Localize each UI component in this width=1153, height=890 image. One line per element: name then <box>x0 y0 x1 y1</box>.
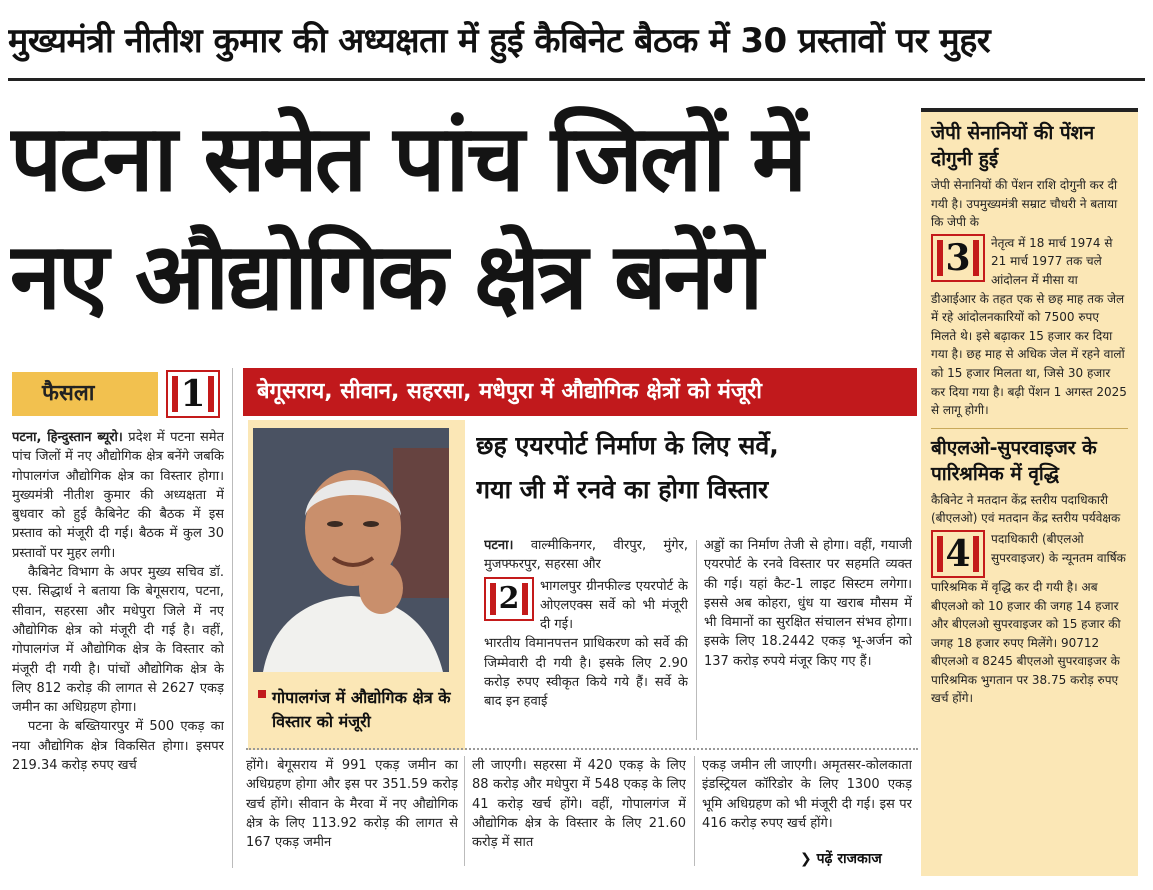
left-column-text <box>12 428 224 860</box>
read-more-label: पढ़ें राजकाज <box>816 851 882 867</box>
top-rule <box>8 78 1145 81</box>
read-more-link[interactable] <box>800 850 882 868</box>
blo-headline: बीएलओ-सुपरवाइजर के पारिश्रमिक में वृद्धि <box>931 436 1097 485</box>
section-banner: बेगूसराय, सीवान, सहरसा, मधेपुरा में औद्योगिक क्षेत्रों को मंजूरी <box>243 368 917 416</box>
airport-headline-line1: छह एयरपोर्ट निर्माण के लिए सर्वे, <box>476 431 779 460</box>
left-paragraph-2: कैबिनेट विभाग के अपर मुख्य सचिव डॉ. एस. सिद्धार्थ ने बताया कि बेगूसराय, पटना, सीवान, सहरसा और मधेपुरा जिले में नए औद्योगिक क्षेत्र को मंजूरी दी गई है। वहीं, गोपालगंज में औद्योगिक क्षेत्र के विस्तार को मंजूरी दी गयी है। पांचों औद्योगिक क्षेत्र के लिए 812 करोड़ की लागत से 2627 एकड़ जमीन का अधिग्रहण होगा। <box>12 565 224 716</box>
item-number-4: 4 <box>931 530 985 578</box>
caption-bullet-icon <box>258 690 266 698</box>
portrait-illustration <box>253 428 449 672</box>
item-number-1: 1 <box>166 370 220 418</box>
item-number-3: 3 <box>931 234 985 282</box>
photo-caption <box>250 676 460 746</box>
airport-column-2: अड्डों का निर्माण तेजी से होगा। वहीं, गयाजी एयरपोर्ट के रनवे विस्तार पर सहमति व्यक्त की गई। यहां कैट-1 लाइट सिस्टम लगेगा। इससे अब कोहरा, धुंध या खराब मौसम में भी विमानों का सुरक्षित संचालन संभव होगा। इसके लिए 18.2442 एकड़ भू-अर्जन को 137 करोड़ रुपये मंजूर किए गए हैं। <box>704 538 912 669</box>
pension-text-top: जेपी सेनानियों की पेंशन राशि दोगुनी कर दी गयी है। उपमुख्यमंत्री सम्राट चौधरी ने बताया कि जेपी के <box>931 178 1118 230</box>
airport-col1-wrap: भागलपुर ग्रीनफील्ड एयरपोर्ट के ओएलएक्स सर्वे को भी मंजूरी दी गई। <box>540 578 688 633</box>
pension-text-bottom: डीआईआर के तहत एक से छह माह तक जेल में रहे आंदोलनकारियों को 7500 रुपए मिलते थे। इसे बढ़ाकर 15 हजार कर दिया गया है। छह माह से अधिक जेल में रहने वालों को 15 हजार मिलता था, जिसे 30 हजार कर दिया गया है। बढ़ी पेंशन 1 अगस्त 2025 से लागू होगी। <box>931 291 1127 418</box>
chevron-right-icon: ❯ <box>800 851 812 867</box>
airport-column-1 <box>484 536 688 746</box>
pension-headline: जेपी सेनानियों की पेंशन दोगुनी हुई <box>931 122 1095 170</box>
left-paragraph-3: पटना के बख्तियारपुर में 500 एकड़ का नया औद्योगिक क्षेत्र विकसित होगा। इसपर 219.34 करोड़ रुपए खर्च <box>12 719 224 774</box>
pension-text-wrap: नेतृत्व में 18 मार्च 1974 से 21 मार्च 1977 तक चले आंदोलन में मीसा या <box>991 235 1113 287</box>
airport-divider <box>696 540 697 740</box>
airport-col1-bottom: भारतीय विमानपत्तन प्राधिकरण को सर्वे की जिम्मेवारी दी गयी है। इसके लिए 2.90 करोड़ रुपए स्वीकृत किये गये हैं। सर्वे के बाद इन हवाई <box>484 636 688 710</box>
blo-text-wrap: पदाधिकारी (बीएलओ सुपरवाइजर) के न्यूनतम वार्षिक <box>991 531 1126 565</box>
sidebar-box <box>921 108 1138 876</box>
chief-minister-photo <box>253 428 449 672</box>
sidebar-divider <box>931 428 1128 429</box>
blo-text-bottom: पारिश्रमिक में वृद्धि कर दी गयी है। अब बीएलओ को 10 हजार की जगह 14 हजार और बीएलओ सुपरवाइजर को 15 हजार की जगह 18 हजार रुपए मिलेंगे। 90712 बीएलओ व 8245 बीएलओ सुपरवाइजर के पारिश्रमिक भुगतान पर 38.75 करोड़ रुपए खर्च होंगे। <box>931 579 1121 706</box>
airport-dateline: पटना। <box>484 538 514 553</box>
column-divider <box>232 368 233 868</box>
airport-headline-line2: गया जी में रनवे का होगा विस्तार <box>476 475 769 504</box>
continuation-divider-2 <box>694 756 695 866</box>
item-number-2: 2 <box>484 577 534 621</box>
kicker-headline: मुख्यमंत्री नीतीश कुमार की अध्यक्षता में हुई कैबिनेट बैठक में 30 प्रस्तावों पर मुहर <box>8 21 991 61</box>
photo-caption-text: गोपालगंज में औद्योगिक क्षेत्र के विस्तार को मंजूरी <box>272 688 451 731</box>
decision-label: फैसला <box>12 372 158 416</box>
continuation-column-3: एकड़ जमीन ली जाएगी। अमृतसर-कोलकाता इंडस्ट्रियल कॉरिडोर के लिए 1300 एकड़ भूमि अधिग्रहण को भी मंजूरी दी गई। इस पर 416 करोड़ रुपए खर्च होंगे। <box>702 758 912 831</box>
main-headline-line2: नए औद्योगिक क्षेत्र बनेंगे <box>10 223 761 330</box>
dateline: पटना, हिन्दुस्तान ब्यूरो। <box>12 430 123 445</box>
continuation-column-1: होंगे। बेगूसराय में 991 एकड़ जमीन का अधिग्रहण होगा और इस पर 351.59 करोड़ खर्च होंगे। सीवान के मैरवा में नए औद्योगिक क्षेत्र के लिए 113.92 करोड़ की लागत से 167 एकड़ जमीन <box>246 758 458 851</box>
continuation-divider-1 <box>464 756 465 866</box>
left-paragraph-1: प्रदेश में पटना समेत पांच जिलों में नए औद्योगिक क्षेत्र बनेंगे जबकि गोपालगंज औद्योगिक क्षेत्र का विस्तार होगा। मुख्यमंत्री नीतीश कुमार की अध्यक्षता में बुधवार को हुई कैबिनेट की बैठक में इस प्रस्ताव को मंजूरी दी गई। बैठक में कुल 30 प्रस्तावों पर मुहर लगी। <box>12 430 224 561</box>
airport-col1-top: वाल्मीकिनगर, वीरपुर, मुंगेर, मुजफ्फरपुर, सहरसा और <box>484 538 688 573</box>
main-headline-line1: पटना समेत पांच जिलों में <box>10 105 805 212</box>
dotted-separator <box>246 748 918 750</box>
blo-text-top: कैबिनेट ने मतदान केंद्र स्तरीय पदाधिकारी (बीएलओ) एवं मतदान केंद्र स्तरीय पर्यवेक्षक <box>931 492 1121 526</box>
continuation-column-2: ली जाएगी। सहरसा में 420 एकड़ के लिए 88 करोड़ और मधेपुरा में 548 एकड़ के लिए 41 करोड़ खर्च होंगे। वहीं, गोपालगंज में औद्योगिक क्षेत्र के विस्तार के लिए 21.60 करोड़ में सात <box>472 758 686 851</box>
